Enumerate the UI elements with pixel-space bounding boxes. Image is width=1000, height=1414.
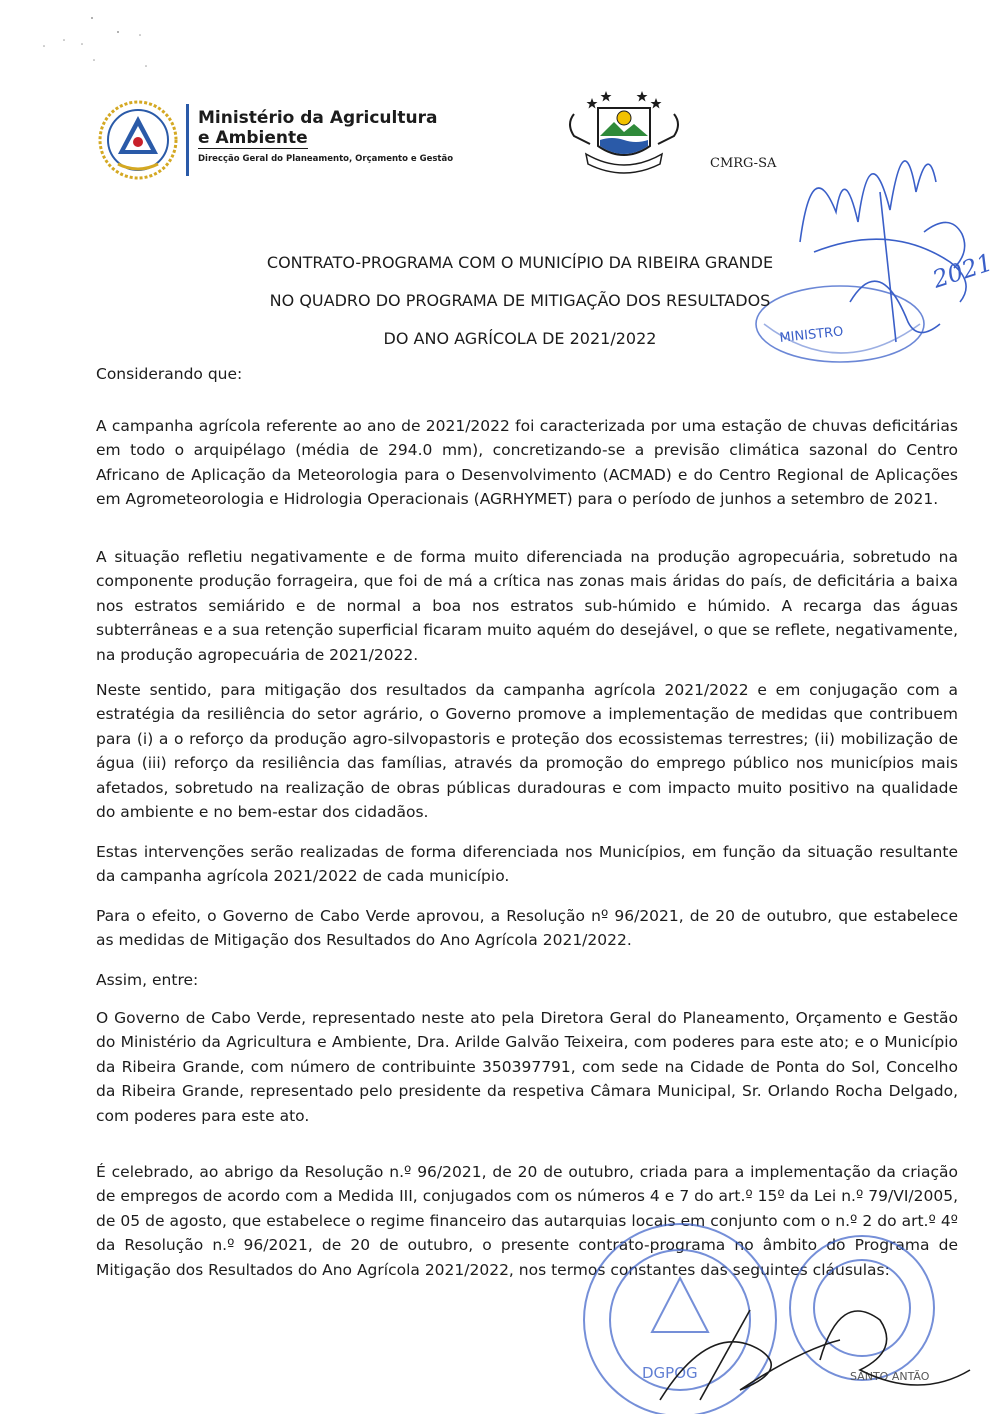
scan-specks <box>0 0 200 80</box>
muni-stamp-label: SANTO ANTÃO <box>850 1370 930 1383</box>
paragraph-5: Para o efeito, o Governo de Cabo Verde aprovou, a Resolução nº 96/2021, de 20 de outubro, que estabelece as medidas de Mitigação dos Resultados do Ano Agrícola 2021/2022. <box>96 907 958 950</box>
document-code: CMRG-SA <box>710 156 777 171</box>
brand-divider <box>186 104 189 176</box>
handwritten-date: 2021 <box>929 248 996 294</box>
ministry-line-1: Ministério da Agricultura <box>198 108 438 128</box>
title-line-3: DO ANO AGRÍCOLA DE 2021/2022 <box>383 329 657 348</box>
title-line-1: CONTRATO-PROGRAMA COM O MUNICÍPIO DA RIBEIRA GRANDE <box>266 253 774 272</box>
official-stamps-and-signatures <box>540 1200 1000 1414</box>
paragraph-2: A situação refletiu negativamente e de forma muito diferenciada na produção agropecuária, sobretudo na componente produção forrageira, que foi de má a crítica nas zonas mais áridas do país, de deficitária a baixa nos estratos semiárido e de normal a boa nos estratos sub-húmido e húmido. A recarga das águas subterrâneas e a sua retenção superficial ficaram muito aquém do desejável, o que se reflete, negativamente, na produção agropecuária de 2021/2022. <box>96 548 958 664</box>
paragraph-8: É celebrado, ao abrigo da Resolução n.º 96/2021, de 20 de outubro, criada para a implementação da criação de empregos de acordo com a Medida III, conjugados com os números 4 e 7 do art.º 15º da Lei n.º 79/VI/2005, de 05 de agosto, que estabelece o regime financeiro das autarquias locais em conjunto com o n.º 2 do art.º 4º da Resolução n.º 96/2021, de 20 de outubro, o presente contrato-programa no âmbito do Programa de Mitigação dos Resultados do Ano Agrícola 2021/2022, nos termos constantes das seguintes cláusulas: <box>96 1163 958 1279</box>
contract-title <box>200 244 840 358</box>
municipality-emblem-icon <box>562 84 686 176</box>
paragraph-3: Neste sentido, para mitigação dos resultados da campanha agrícola 2021/2022 e em conjugação com a estratégia da resiliência do setor agrário, o Governo promove a implementação de medidas que contribuem para (i) a o reforço da produção agro-silvopastoris e proteção dos ecossistemas terrestres; (ii) mobilização de água (iii) reforço da resiliência das famílias, através da promoção do emprego público nos municípios mais afetados, sobretudo na realização de obras públicas duradouras e com impacto muito positivo na qualidade do ambiente e no bem-estar dos cidadãos. <box>96 681 958 822</box>
paragraph-6: Assim, entre: <box>96 971 199 989</box>
intro-paragraph: Considerando que: <box>96 365 243 383</box>
paragraph-4: Estas intervenções serão realizadas de forma diferenciada nos Municípios, em função da situação resultante da campanha agrícola 2021/2022 de cada município. <box>96 843 958 886</box>
cabo-verde-coat-of-arms-icon <box>96 98 180 182</box>
ministry-line-2: e Ambiente <box>198 128 308 148</box>
ministry-name <box>198 108 437 149</box>
paragraph-7: O Governo de Cabo Verde, representado neste ato pela Diretora Geral do Planeamento, Orçamento e Gestão do Ministério da Agricultura e Ambiente, Dra. Arilde Galvão Teixeira, com poderes para este ato; e o Município da Ribeira Grande, com número de contribuinte 350397791, com sede na Cidade de Ponta do Sol, Concelho da Ribeira Grande, representado pelo presidente da respetiva Câmara Municipal, Sr. Orlando Rocha Delgado, com poderes para este ato. <box>96 1009 958 1125</box>
title-line-2: NO QUADRO DO PROGRAMA DE MITIGAÇÃO DOS RESULTADOS <box>269 291 771 310</box>
paragraph-1: A campanha agrícola referente ao ano de 2021/2022 foi caracterizada por uma estação de chuvas deficitárias em todo o arquipélago (média de 294.0 mm), concretizando-se a previsão climática sazonal do Centro Africano de Aplicação da Meteorologia para o Desenvolvimento (ACMAD) e do Centro Regional de Aplicações em Agrometeorologia e Hidrologia Operacionais (AGRHYMET) para o período de junhos a setembro de 2021. <box>96 417 958 509</box>
ministry-department: Direcção Geral do Planeamento, Orçamento e Gestão <box>198 154 454 164</box>
bottom-stamp-abbr: DGPOG <box>642 1364 698 1382</box>
stamp-minister-label: MINISTRO <box>778 324 845 346</box>
